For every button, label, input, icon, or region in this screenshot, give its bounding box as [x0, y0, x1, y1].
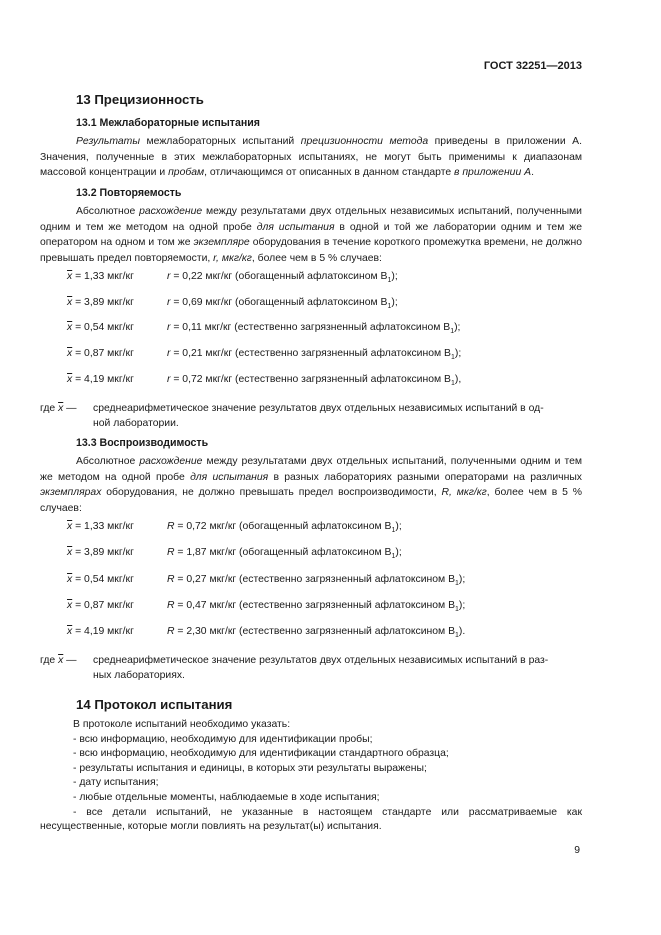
list-item: - любые отдельные моменты, наблюдаемые в ходе испытания;: [73, 791, 380, 803]
list-item: - все детали испытаний, не указанные в настоящем стандарте или рассматриваемые как несущественные, которые могли повлиять на результат(ы) испытания.: [40, 806, 582, 833]
protocol-intro: В протоколе испытаний необходимо указать:: [73, 719, 291, 730]
list-item: - результаты испытания и единицы, в которых эти результаты выражены;: [73, 762, 427, 774]
protocol-list: [40, 718, 582, 835]
section-14-title: 14 Протокол испытания: [76, 697, 233, 712]
reproducibility-where-note: где $\overline{x}$ — среднеарифметическое значение результатов двух отдельных независимых испытаний в раз- ных лабораториях.: [40, 655, 549, 681]
repeatability-row: $\overline{x} = 3,89$ мкг/кг r = 0,69 мкг/кг (обогащенный афлатоксином $В_1$);: [67, 297, 398, 311]
reproducibility-row: $\overline{x} = 3,89$ мкг/кг R = 1,87 мкг/кг (обогащенный афлатоксином $В_1$);: [67, 547, 402, 561]
repeatability-row: $\overline{x} = 0,54$ мкг/кг r = 0,11 мкг/кг (естественно загрязненный афлатоксином $В_1$);: [67, 322, 461, 336]
repeatability-where-note: где $\overline{x}$ — среднеарифметическое значение результатов двух отдельных независимых испытаний в од- ной лаборатории.: [40, 403, 544, 429]
section-13-2-paragraph: Абсолютное расхождение между результатами двух отдельных независимых испытаний, полученными одним и тем же методом на одной пробе для испытания в одной и той же лаборатории одним и тем же оператором на одном и том же экземпляре оборудования в течение короткого промежутка времени, не должно превышать предел повторяемости, r, мкг/кг, более чем в 5 % случаев:: [40, 206, 582, 264]
list-item: - всю информацию, необходимую для идентификации пробы;: [73, 733, 373, 745]
section-13-3-title: 13.3 Воспроизводимость: [76, 437, 209, 449]
page-number: 9: [574, 845, 580, 856]
repeatability-row: $\overline{x} = 4,19$ мкг/кг r = 0,72 мкг/кг (естественно загрязненный афлатоксином $В_1$),: [67, 374, 462, 388]
section-13-2-title: 13.2 Повторяемость: [76, 187, 182, 199]
reproducibility-row: $\overline{x} = 0,54$ мкг/кг R = 0,27 мкг/кг (естественно загрязненный афлатоксином $В_1$);: [67, 574, 466, 588]
section-13-1-title: 13.1 Межлабораторные испытания: [76, 117, 260, 129]
section-13-title: 13 Прецизионность: [76, 92, 204, 107]
repeatability-row: $\overline{x} = 0,87$ мкг/кг r = 0,21 мкг/кг (естественно загрязненный афлатоксином $В_1$);: [67, 348, 462, 362]
reproducibility-row: $\overline{x} = 1,33$ мкг/кг R = 0,72 мкг/кг (обогащенный афлатоксином $В_1$);: [67, 521, 402, 535]
reproducibility-row: $\overline{x} = 4,19$ мкг/кг R = 2,30 мкг/кг (естественно загрязненный афлатоксином $В_1$).: [67, 626, 466, 640]
section-13-3-paragraph: Абсолютное расхождение между результатами двух отдельных испытаний, полученными одним и тем же методом на одной пробе для испытания в разных лабораториях разными операторами на различных экземплярах оборудования, не должно превышать предел воспроизводимости, R, мкг/кг, более чем в 5 % случаев:: [40, 456, 583, 514]
list-item: - всю информацию, необходимую для идентификации стандартного образца;: [73, 748, 449, 760]
section-13-1-paragraph: Результаты межлабораторных испытаний прецизионности метода приведены в приложении А. Значения, полученные в этих межлабораторных испытаниях, не могут быть применимы к диапазонам массовой концентрации и пробам, отличающимся от описанных в данном стандарте в приложении А.: [40, 136, 582, 179]
list-item: - дату испытания;: [73, 777, 159, 789]
reproducibility-row: $\overline{x} = 0,87$ мкг/кг R = 0,47 мкг/кг (естественно загрязненный афлатоксином $В_1$);: [67, 600, 466, 614]
document-header: ГОСТ 32251—2013: [483, 60, 582, 72]
repeatability-row: $\overline{x} = 1,33$ мкг/кг r = 0,22 мкг/кг (обогащенный афлатоксином $В_1$);: [67, 271, 398, 285]
